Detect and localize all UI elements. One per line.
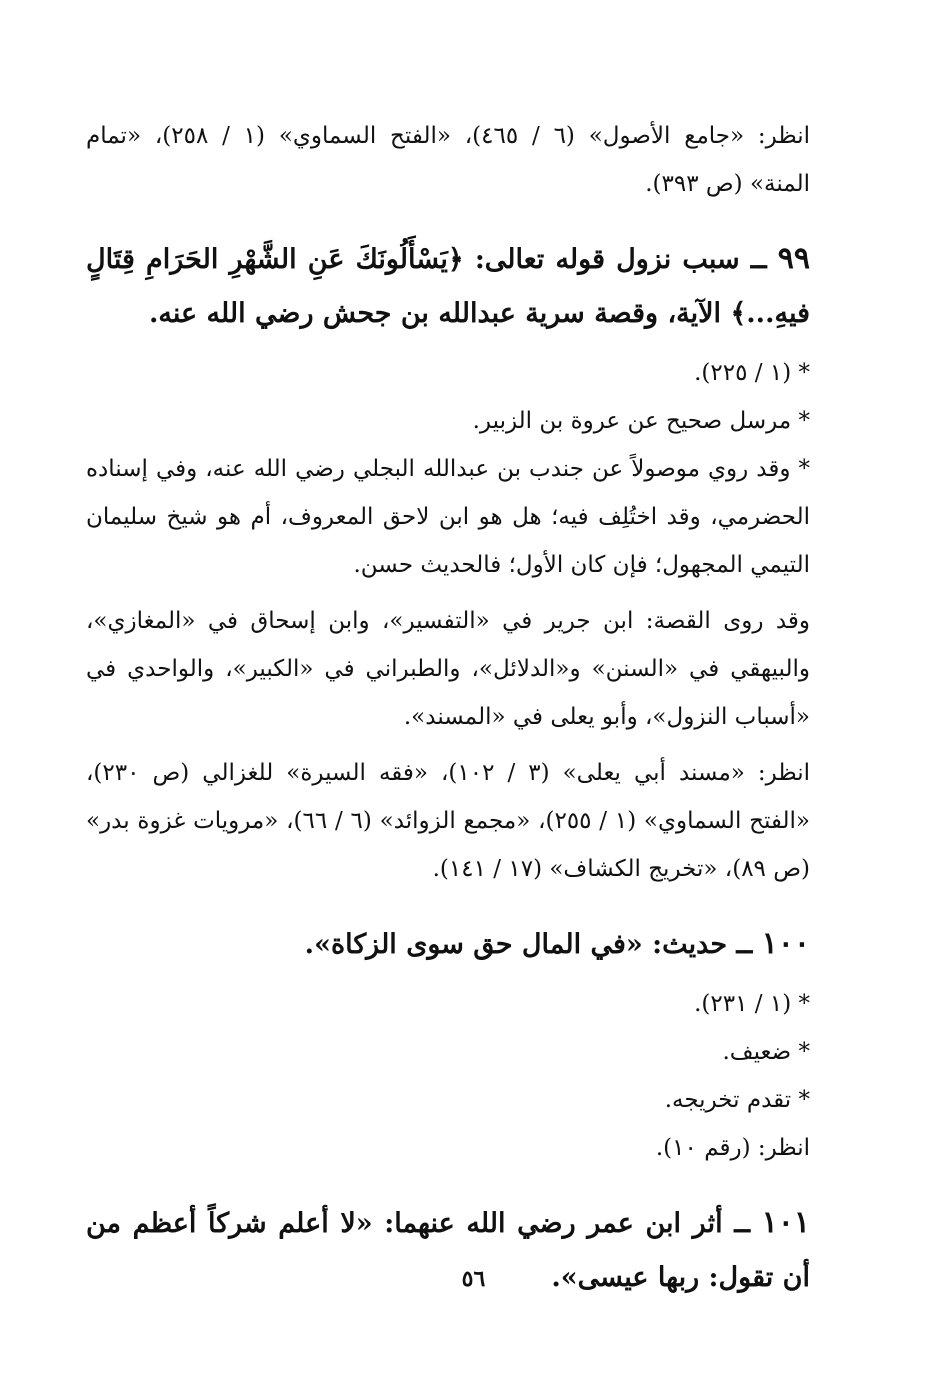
entry-100-number: ١٠٠ xyxy=(761,926,810,961)
entry-99-volume-ref: * (١ / ٢٢٥). xyxy=(694,360,810,386)
entry-100-note: * تقدم تخريجه. xyxy=(664,1087,810,1113)
entry-99-see-also: انظر: «مسند أبي يعلى» (٣ / ١٠٢)، «فقه السيرة» للغزالي (ص ٢٣٠)، «الفتح السماوي» (١ / ٢٥٥)، «مجمع الزوائد» (٦ / ٦٦)، «مرويات غزوة بدر» (ص ٨٩)، «تخريج الكشاف» (١٧ / ١٤١). xyxy=(86,760,810,882)
entry-99-story: وقد روى القصة: ابن جرير في «التفسير»، وابن إسحاق في «المغازي»، والبيهقي في «السنن» و«الدلائل»، والطبراني في «الكبير»، والواحدي في «أسباب النزول»، وأبو يعلى في «المسند». xyxy=(86,608,810,730)
entry-100-volume-ref: * (١ / ٢٣١). xyxy=(694,991,810,1017)
entry-99-grade: * مرسل صحيح عن عروة بن الزبير. xyxy=(472,408,810,434)
reference-line-1: انظر: «جامع الأصول» (٦ / ٤٦٥)، «الفتح السماوي» (١ / ٢٥٨)، «تمام xyxy=(86,123,810,149)
entry-99-number: ٩٩ xyxy=(777,241,810,276)
entry-101-title: ــ أثر ابن عمر رضي الله عنهما: «لا أعلم شركاً أعظم من أن تقول: ربها عيسى». xyxy=(86,1208,810,1293)
entry-100-title: ــ حديث: «في المال حق سوى الزكاة». xyxy=(304,929,762,960)
entry-100-grade: * ضعيف. xyxy=(722,1039,810,1065)
reference-line-2: المنة» (ص ٣٩٣). xyxy=(645,171,810,197)
entry-101-number: ١٠١ xyxy=(761,1205,810,1240)
entry-100-see-also: انظر: (رقم ١٠). xyxy=(655,1135,810,1161)
entry-99-title: ــ سبب نزول قوله تعالى: ﴿يَسْأَلُونَكَ عَنِ الشَّهْرِ الحَرَامِ قِتَالٍ فيهِ...﴾ الآية، وقصة سرية عبدالله بن جحش رضي الله عنه. xyxy=(86,244,810,329)
page-number: ٥٦ xyxy=(461,1266,486,1292)
entry-99-note: * وقد روي موصولاً عن جندب بن عبدالله البجلي رضي الله عنه، وفي إسناده الحضرمي، وقد اختُلِف فيه؛ هل هو ابن لاحق المعروف، أم هو شيخ سليمان التيمي المجهول؛ فإن كان الأول؛ فالحديث حسن. xyxy=(86,456,810,578)
entry-100-heading xyxy=(86,917,810,972)
page-body xyxy=(86,112,810,1305)
entry-99-heading xyxy=(86,232,810,341)
